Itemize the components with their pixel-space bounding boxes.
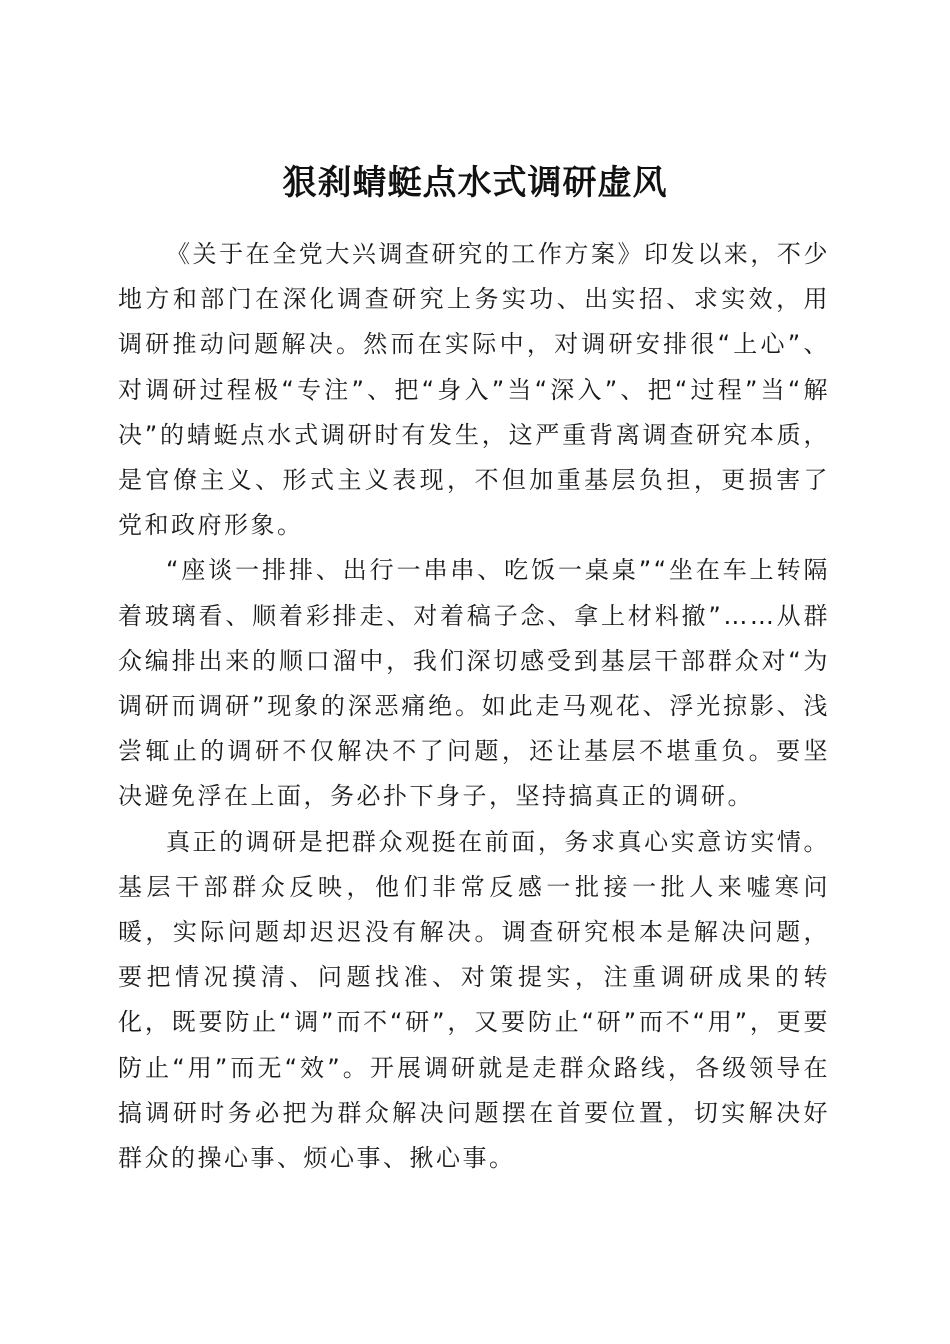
paragraph-2: “座谈一排排、出行一串串、吃饭一桌桌”“坐在车上转隔着玻璃看、顺着彩排走、对着稿子念、拿上材料撤”……从群众编排出来的顺口溜中，我们深切感受到基层干部群众对“为调研而调研”现象的深恶痛绝。如此走马观花、浮光掠影、浅尝辄止的调研不仅解决不了问题，还让基层不堪重负。要坚决避免浮在上面，务必扑下身子，坚持搞真正的调研。 bbox=[118, 556, 830, 811]
paragraph-3: 真正的调研是把群众观挺在前面，务求真心实意访实情。基层干部群众反映，他们非常反感一批接一批人来嘘寒问暖，实际问题却迟迟没有解决。调查研究根本是解决问题，要把情况摸清、问题找准、对策提实，注重调研成果的转化，既要防止“调”而不“研”，又要防止“研”而不“用”，更要防止“用”而无“效”。开展调研就是走群众路线，各级领导在搞调研时务必把为群众解决问题摆在首要位置，切实解决好群众的操心事、烦心事、揪心事。 bbox=[118, 827, 830, 1173]
document-title: 狠刹蜻蜓点水式调研虚风 bbox=[282, 162, 668, 203]
document-body bbox=[118, 232, 830, 1181]
paragraph-1: 《关于在全党大兴调查研究的工作方案》印发以来，不少地方和部门在深化调查研究上务实功、出实招、求实效，用调研推动问题解决。然而在实际中，对调研安排很“上心”、对调研过程极“专注”、把“身入”当“深入”、把“过程”当“解决”的蜻蜓点水式调研时有发生，这严重背离调查研究本质，是官僚主义、形式主义表现，不但加重基层负担，更损害了党和政府形象。 bbox=[118, 240, 830, 540]
